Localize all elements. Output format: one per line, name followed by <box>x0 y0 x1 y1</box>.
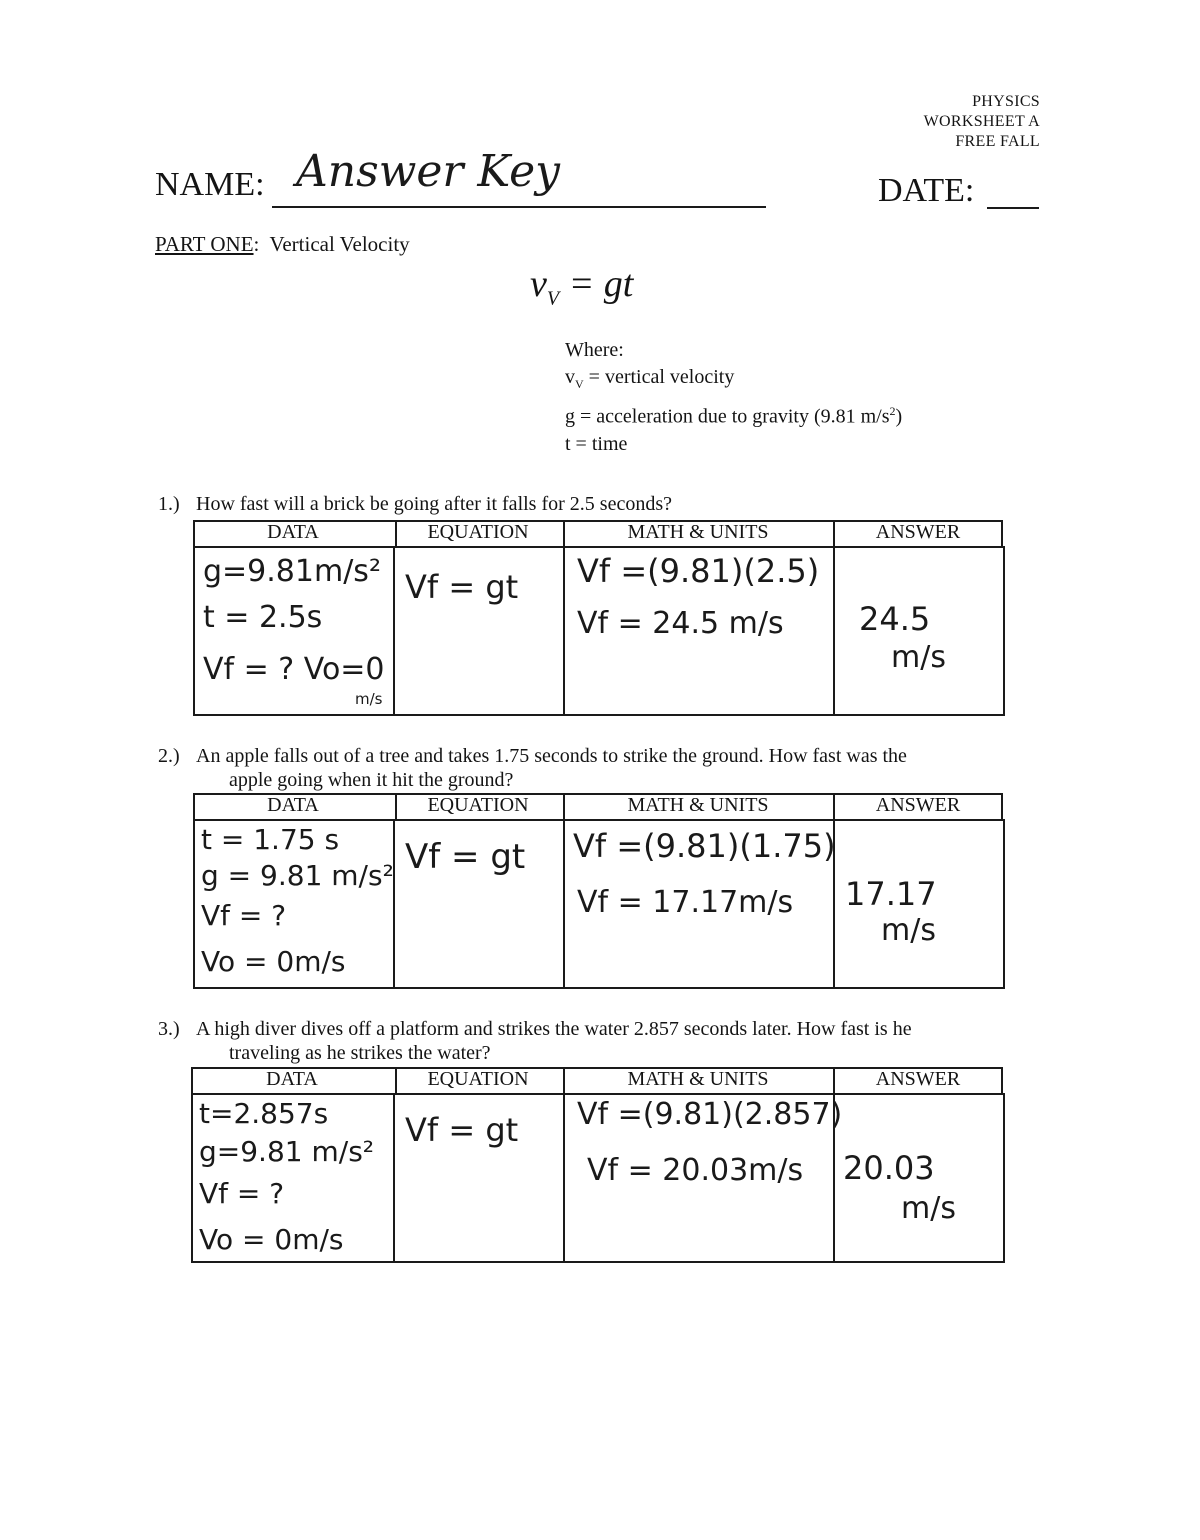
col-math: MATH & UNITS <box>627 794 769 816</box>
def-v-symbol: v <box>565 366 575 388</box>
math-line: Vf =(9.81)(1.75) <box>573 827 836 865</box>
data-line: Vf = ? Vo=0 <box>203 652 385 687</box>
col-answer: ANSWER <box>875 521 961 543</box>
def-time: t = time <box>565 432 628 455</box>
name-handwritten: Answer Key <box>296 146 560 197</box>
velocity-formula <box>530 262 633 311</box>
formula-lhs: v <box>530 263 547 305</box>
formula-sub: V <box>546 287 560 310</box>
problem-2-question <box>158 744 1058 792</box>
data-line: Vf = ? <box>201 899 287 932</box>
math-line: Vf =(9.81)(2.5) <box>577 552 820 590</box>
data-line: g=9.81m/s² <box>203 554 381 589</box>
data-cell <box>194 820 394 988</box>
col-data: DATA <box>266 1068 318 1090</box>
data-line: t = 1.75 s <box>201 823 340 856</box>
answer-unit: m/s <box>891 640 946 675</box>
table-row <box>192 1094 1004 1262</box>
def-v-sub: V <box>575 377 584 391</box>
answer-cell <box>834 1094 1004 1262</box>
problem-3-header-frame <box>191 1067 1003 1093</box>
answer-unit: m/s <box>881 913 936 948</box>
data-line: Vo = 0m/s <box>201 945 346 978</box>
col-math: MATH & UNITS <box>627 521 769 543</box>
data-cell <box>194 547 394 715</box>
math-cell <box>564 820 834 988</box>
problem-1-table <box>193 546 1005 716</box>
name-underline <box>272 206 766 208</box>
problem-1-question <box>158 492 672 516</box>
equation-value: Vf = gt <box>405 1111 519 1149</box>
worksheet-header <box>924 92 1040 152</box>
date-underline <box>987 207 1039 209</box>
part-title: Vertical Velocity <box>269 232 410 256</box>
problem-text: How fast will a brick be going after it falls for 2.5 seconds? <box>196 493 672 515</box>
col-answer: ANSWER <box>875 1068 961 1090</box>
answer-cell <box>834 547 1004 715</box>
name-label: NAME: <box>155 166 265 203</box>
topic-label: FREE FALL <box>955 133 1040 150</box>
equation-value: Vf = gt <box>405 568 519 606</box>
math-line: Vf =(9.81)(2.857) <box>577 1097 843 1132</box>
data-line: Vf = ? <box>199 1177 285 1210</box>
problem-text: A high diver dives off a platform and strikes the water 2.857 seconds later. How fast is he <box>196 1018 912 1040</box>
math-line: Vf = 17.17m/s <box>577 885 794 920</box>
problem-number: 3.) <box>158 1018 180 1040</box>
problem-2-header-frame <box>193 793 1003 819</box>
data-line: m/s <box>355 690 383 708</box>
data-line: t = 2.5s <box>203 600 323 635</box>
col-equation: EQUATION <box>427 521 529 543</box>
def-g-text: g = acceleration due to gravity (9.81 m/s <box>565 405 890 428</box>
data-cell <box>192 1094 394 1262</box>
table-row <box>194 547 1004 715</box>
problem-number: 2.) <box>158 745 180 767</box>
answer-value: 24.5 <box>859 600 931 638</box>
col-data: DATA <box>267 521 319 543</box>
def-velocity <box>565 364 902 398</box>
table-row <box>194 820 1004 988</box>
answer-value: 20.03 <box>843 1149 935 1187</box>
problem-number: 1.) <box>158 493 180 515</box>
problem-1-header-frame <box>193 520 1003 546</box>
equation-cell <box>394 820 564 988</box>
equation-value: Vf = gt <box>405 837 526 877</box>
def-v-text: = vertical velocity <box>583 366 735 388</box>
data-line: g=9.81 m/s² <box>199 1135 374 1168</box>
math-cell <box>564 1094 843 1262</box>
data-line: t=2.857s <box>199 1097 329 1130</box>
answer-unit: m/s <box>901 1191 956 1226</box>
data-line: Vo = 0m/s <box>199 1223 344 1256</box>
data-line: g = 9.81 m/s² <box>201 859 394 892</box>
part-label: PART ONE <box>155 232 254 256</box>
equation-cell <box>394 547 564 715</box>
problem-2-table <box>193 819 1005 989</box>
date-label: DATE: <box>878 172 975 209</box>
col-math: MATH & UNITS <box>627 1068 769 1090</box>
where-heading: Where: <box>565 339 624 361</box>
def-g-end: ) <box>895 405 903 428</box>
col-equation: EQUATION <box>427 1068 529 1090</box>
math-line: Vf = 20.03m/s <box>587 1153 804 1188</box>
col-equation: EQUATION <box>427 794 529 816</box>
math-line: Vf = 24.5 m/s <box>577 606 784 641</box>
part-heading <box>155 232 410 257</box>
problem-text-cont: traveling as he strikes the water? <box>229 1042 491 1064</box>
def-g-sup: 2 <box>889 404 896 418</box>
col-answer: ANSWER <box>875 794 961 816</box>
problem-text: An apple falls out of a tree and takes 1.75 seconds to strike the ground. How fast was the <box>196 745 907 767</box>
problem-text-cont: apple going when it hit the ground? <box>229 769 514 791</box>
answer-cell <box>834 820 1004 988</box>
part-colon: : <box>253 232 260 256</box>
answer-value: 17.17 <box>845 875 937 913</box>
col-data: DATA <box>267 794 319 816</box>
worksheet-label: WORKSHEET A <box>923 113 1040 130</box>
def-gravity <box>565 398 902 431</box>
problem-3-question <box>158 1017 1058 1065</box>
problem-3-table <box>191 1093 1005 1263</box>
math-cell <box>564 547 834 715</box>
equation-cell <box>394 1094 564 1262</box>
subject-label: PHYSICS <box>972 93 1040 110</box>
variable-definitions <box>565 337 902 458</box>
formula-rhs: = gt <box>568 263 634 305</box>
